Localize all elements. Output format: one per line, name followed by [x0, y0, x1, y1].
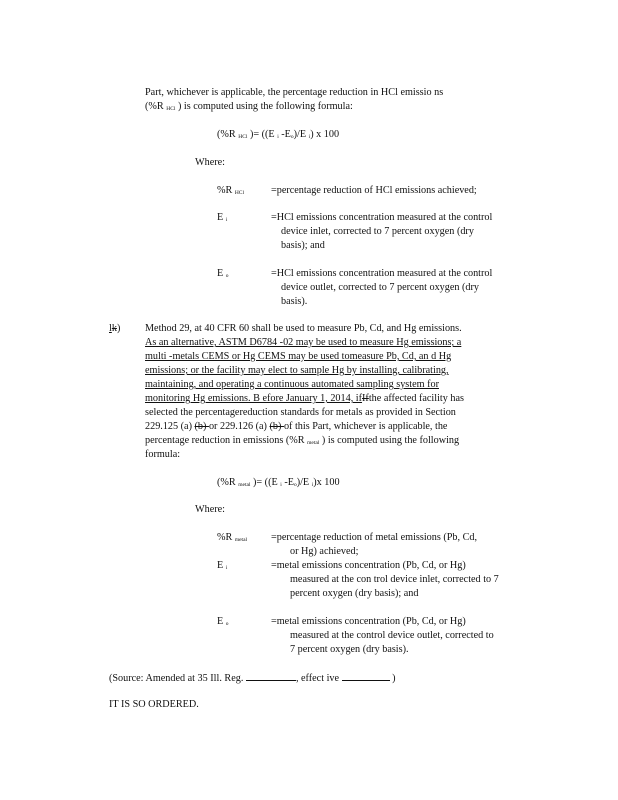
ordered-statement: IT IS SO ORDERED. [109, 699, 199, 710]
def2-symbol-ei: E i [217, 560, 228, 571]
item-line-10: formula: [145, 449, 181, 460]
def1-definition-eo-1: =HCl emissions concentration measured at the control [271, 268, 493, 279]
def1-definition-eo-3: basis). [281, 296, 308, 307]
item-line-4-inserted: emissions; or the facility may elect to sample Hg by installing, calibrating, [145, 365, 449, 376]
where-label-1: Where: [195, 157, 225, 168]
def1-definition-eo-2: device outlet, corrected to 7 percent oxygen (dry [281, 282, 480, 293]
item-line-9: percentage reduction in emissions (%R metal ) is computed using the following [145, 435, 460, 446]
def2-definition-r-2: or Hg) achieved; [290, 546, 359, 557]
where-label-2: Where: [195, 504, 225, 515]
def1-definition-ei-1: =HCl emissions concentration measured at the control [271, 212, 493, 223]
def2-definition-ei-2: measured at the con trol device inlet, corrected to 7 [290, 574, 499, 585]
def2-definition-ei-1: =metal emissions concentration (Pb, Cd, or Hg) [271, 560, 466, 571]
def2-definition-eo-3: 7 percent oxygen (dry basis). [290, 644, 409, 655]
item-line-6: monitoring Hg emissions. B efore January 1, 2014, ifIfthe affected facility has [145, 393, 464, 404]
def2-definition-eo-2: measured at the control device outlet, corrected to [290, 630, 494, 641]
def2-definition-r-1: =percentage reduction of metal emissions (Pb, Cd, [271, 532, 478, 543]
def1-definition-ei-2: device inlet, corrected to 7 percent oxygen (dry [281, 226, 474, 237]
def2-symbol-eo: E o [217, 616, 229, 627]
def2-symbol-r: %R metal [217, 532, 248, 543]
def1-symbol-eo: E o [217, 268, 229, 279]
item-line-1: Method 29, at 40 CFR 60 shall be used to measure Pb, Cd, and Hg emissions. [145, 323, 462, 334]
item-line-7: selected the percentagereduction standards for metals as provided in Section [145, 407, 456, 418]
def2-definition-ei-3: percent oxygen (dry basis); and [290, 588, 419, 599]
def1-definition-ei-3: basis); and [281, 240, 325, 251]
def1-definition-r: =percentage reduction of HCl emissions achieved; [271, 185, 477, 196]
def1-symbol-ei: E i [217, 212, 228, 223]
item-line-5-inserted: maintaining, and operating a continuous automated sampling system for [145, 379, 439, 390]
def1-symbol-r: %R HCl [217, 185, 244, 196]
item-line-2-inserted: As an alternative, ASTM D6784 -02 may be used to measure Hg emissions; a [145, 337, 462, 348]
intro-line-1: Part, whichever is applicable, the percentage reduction in HCl emissio ns [145, 87, 444, 98]
intro-line-2: (%R HCl ) is computed using the following formula: [145, 101, 353, 112]
source-note: (Source: Amended at 35 Ill. Reg. , effect ive ) [109, 673, 396, 684]
item-label: lk) [109, 323, 121, 334]
item-line-8: 229.125 (a) (b) or 229.126 (a) (b) of this Part, whichever is applicable, the [145, 421, 448, 432]
register-blank [246, 671, 296, 681]
effective-date-blank [342, 671, 390, 681]
metal-formula: (%R metal )= ((E i -Eo)/E i)x 100 [217, 477, 340, 488]
hcl-formula: (%R HCl )= ((E i -Eo)/E i) x 100 [217, 129, 340, 140]
def2-definition-eo-1: =metal emissions concentration (Pb, Cd, or Hg) [271, 616, 466, 627]
item-line-3-inserted: multi -metals CEMS or Hg CEMS may be used tomeasure Pb, Cd, an d Hg [145, 351, 452, 362]
